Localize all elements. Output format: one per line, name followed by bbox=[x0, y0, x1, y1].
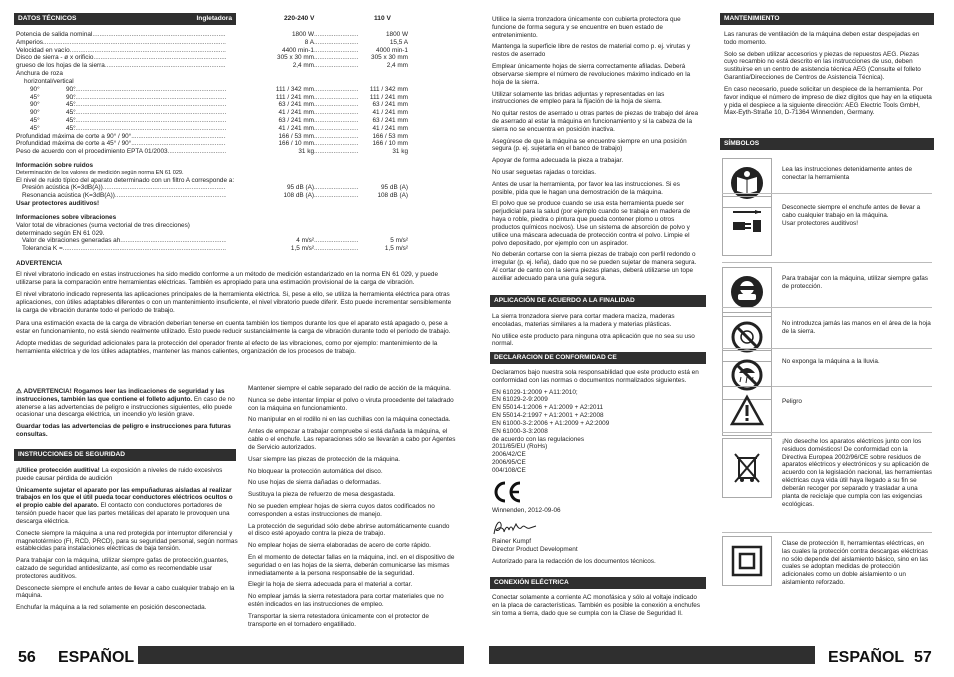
angle-row bbox=[16, 109, 408, 117]
leader-dots bbox=[314, 125, 358, 133]
vibration-row-label: Valor de vibraciones generadas ah bbox=[22, 237, 121, 245]
safety-paragraph: Emplear únicamente hojas de sierra correctamente afiladas. Deberá observarse siempre el número de revoluciones máximo indicado en la hoja de la sierra. bbox=[492, 63, 691, 86]
spec-row-value-110: 1800 W bbox=[385, 31, 408, 38]
angle-a: 90° bbox=[30, 109, 40, 117]
safety-glasses-icon bbox=[722, 267, 772, 317]
advertencia-paragraph: El nivel vibratorio indicado representa las aplicaciones principales de la herramienta eléctrica. Si, pese a ello, se utiliza la herramienta eléctrica para otras aplicaciones, con útiles adaptables diferentes o con un mantenimiento insuficiente, el nivel vibratorio puede diferir. Esto puede incrementar sensiblemente la carga de vibración durante todo el período de trabajo. bbox=[16, 291, 452, 314]
spec-row-value-110: 2,4 mm bbox=[386, 62, 408, 70]
vibration-row bbox=[16, 245, 408, 253]
leader-dots bbox=[314, 184, 358, 192]
leader-dots bbox=[93, 54, 226, 62]
safety-paragraph: Nunca se debe intentar limpiar el polvo o viruta procedente del taladrado con la máquina en funcionamiento. bbox=[248, 396, 454, 412]
angle-value-110: 41 / 241 mm bbox=[372, 109, 408, 117]
noise-protect: Usar protectores auditivos! bbox=[16, 200, 100, 208]
footer-bar-left bbox=[138, 646, 464, 664]
angle-row bbox=[16, 86, 408, 94]
tech-data-header bbox=[14, 13, 236, 25]
symbol-divider bbox=[722, 432, 932, 433]
maintenance-title: MANTENIMIENTO bbox=[724, 14, 780, 22]
standard-item: 2006/42/CE bbox=[492, 451, 526, 459]
depth-row-value-110: 166 / 53 mm bbox=[372, 132, 408, 140]
safety-paragraph: Utilizar solamente las bridas adjuntas y representadas en las instrucciones de empleo para la fijación de la hoja de sierra. bbox=[492, 90, 665, 106]
safety-paragraph bbox=[16, 557, 238, 580]
safety-bold: Únicamente sujetar el aparato por las empuñaduras aisladas al realizar trabajos en los que el útil pueda tocar conductores eléctricos ocultos o el propio cable del aparato. bbox=[16, 486, 233, 510]
maintenance-paragraph: Las ranuras de ventilación de la máquina deben estar despejadas en todo momento. bbox=[724, 31, 920, 46]
conformity-place-date: Winnenden, 2012-09-06 bbox=[492, 506, 561, 514]
safety-paragraph: Apoyar de forma adecuada la pieza a trabajar. bbox=[492, 157, 624, 165]
safety-paragraph: Transportar la sierra retestadora únicamente con el protector de transporte en el tornadero engatillado. bbox=[248, 612, 429, 628]
safety-paragraph: Elegir la hoja de sierra adecuada para el material a cortar. bbox=[248, 581, 413, 589]
symbols-header bbox=[720, 138, 934, 150]
tech-data-title: DATOS TÉCNICOS bbox=[18, 14, 77, 22]
electrical-block bbox=[492, 594, 702, 621]
spec-block bbox=[16, 31, 452, 361]
leader-dots bbox=[105, 62, 226, 70]
vibration-row-label: Tolerancia K = bbox=[22, 245, 63, 253]
leader-dots bbox=[115, 192, 226, 200]
voltage-220: 220-240 V bbox=[284, 15, 315, 22]
symbol-text-unplug: Desconecte siempre el enchufe antes de llevar a cabo cualquier trabajo en la máquina. bbox=[782, 204, 921, 219]
angle-b: 45° bbox=[66, 124, 76, 132]
noise-row-value-220: 95 dB (A) bbox=[287, 184, 314, 192]
noise-row-value-220: 108 dB (A) bbox=[283, 192, 314, 200]
maintenance-header bbox=[720, 13, 934, 25]
leader-dots bbox=[120, 237, 226, 245]
leader-dots bbox=[314, 245, 358, 253]
angle-a: 45° bbox=[30, 93, 40, 101]
conformity-block bbox=[492, 369, 702, 570]
leader-dots bbox=[314, 148, 358, 156]
leader-dots bbox=[314, 39, 358, 47]
safety-paragraph: Mantener siempre el cable separado del radio de acción de la máquina. bbox=[248, 385, 451, 392]
standard-item: de acuerdo con las regulaciones bbox=[492, 435, 585, 443]
angle-row bbox=[16, 101, 408, 109]
leader-dots bbox=[70, 125, 226, 133]
depth-row-value-220: 166 / 10 mm bbox=[278, 140, 314, 148]
application-header bbox=[490, 295, 706, 307]
footer-bar-right bbox=[489, 646, 815, 664]
leader-dots bbox=[314, 140, 358, 148]
depth-row bbox=[16, 148, 408, 156]
angle-b: 90° bbox=[66, 93, 76, 101]
symbol-divider bbox=[722, 532, 932, 533]
angle-value-220: 63 / 241 mm bbox=[278, 101, 314, 109]
angle-a: 45° bbox=[30, 116, 40, 124]
symbol-text-glasses: Para trabajar con la máquina, utilizar siempre gafas de protección. bbox=[782, 275, 928, 290]
safety-paragraph: No bloquear la protección automática del disco. bbox=[248, 467, 383, 475]
safety-paragraph: No emplear hojas de sierra elaboradas de acero de corte rápido. bbox=[248, 542, 431, 550]
angle-value-110: 111 / 342 mm bbox=[369, 85, 408, 93]
signer-name: Rainer Kumpf bbox=[492, 538, 532, 546]
noise-row bbox=[16, 184, 408, 192]
page-number-left: 56 bbox=[18, 649, 36, 667]
safety-paragraph: No emplear jamás la sierra retestadora para cortar materiales que no estén indicados en las instrucciones de empleo. bbox=[248, 593, 444, 609]
leader-dots bbox=[314, 94, 358, 102]
angle-a: 90° bbox=[30, 101, 40, 109]
vibration-row-value-110: 1,5 m/s² bbox=[384, 245, 408, 253]
safety-text: Para trabajar con la máquina, utilizar siempre gafas de protección,guantes, calzado de seguridad antideslizante, así como es recomendable usar protectores auditivos. bbox=[16, 557, 229, 580]
page-number-right: 57 bbox=[914, 649, 932, 667]
standard-item: 004/108/CE bbox=[492, 466, 526, 474]
angle-value-220: 41 / 241 mm bbox=[278, 109, 314, 117]
angle-value-110: 111 / 241 mm bbox=[369, 93, 408, 101]
leader-dots bbox=[314, 31, 358, 39]
symbol-row-unplug bbox=[722, 196, 932, 256]
symbol-text-danger: Peligro bbox=[782, 398, 802, 405]
safety-paragraph bbox=[16, 467, 238, 483]
electrical-text: Conectar solamente a corriente AC monofásica y sólo al voltaje indicado en la placa de características. También es posible la conexión a enchufes sin toma a tierra, dado que se cumpla con la Clase de Seguridad II. bbox=[492, 594, 701, 617]
safety-list-left bbox=[16, 467, 238, 616]
symbol-divider bbox=[722, 193, 932, 194]
voltage-110: 110 V bbox=[374, 15, 391, 22]
standard-item: EN 61000-3-3:2008 bbox=[492, 427, 548, 435]
cut-width-label: Anchura de roza bbox=[16, 70, 63, 78]
warning-bold: ADVERTENCIA! Rogamos leer las indicaciones de seguridad y las instrucciones, también las que contiene el folleto adjunto. bbox=[16, 388, 225, 403]
safety-paragraph: Sustituya la pieza de refuerzo de mesa desgastada. bbox=[248, 491, 396, 499]
symbol-row-glasses bbox=[722, 267, 932, 317]
leader-dots bbox=[314, 86, 358, 94]
angle-b: 45° bbox=[66, 116, 76, 124]
leader-dots bbox=[131, 133, 226, 141]
depth-row-value-110: 166 / 10 mm bbox=[372, 140, 408, 148]
conformity-title: DECLARACION DE CONFORMIDAD CE bbox=[494, 353, 617, 361]
safety-text: Conecte siempre la máquina a una red protegida por interruptor diferencial y magnetotérmico (FI, RCD, PRCD), para su seguridad personal, según normas establecidas para instalaciones eléctricas de baja tensión. bbox=[16, 529, 238, 553]
conformity-intro: Declaramos bajo nuestra sola responsabilidad que este producto está en conformidad con las normas o documentos normalizados siguientes. bbox=[492, 369, 699, 384]
leader-dots bbox=[314, 133, 358, 141]
spec-row-value-220: 8 A bbox=[304, 38, 314, 46]
standard-item: 2011/65/EU (RoHs) bbox=[492, 443, 548, 451]
warning-icon: ⚠ bbox=[16, 388, 22, 395]
vibration-title: Informaciones sobre vibraciones bbox=[16, 213, 117, 221]
vibration-row-value-110: 5 m/s² bbox=[390, 237, 408, 245]
standards-list bbox=[492, 389, 702, 475]
leader-dots bbox=[168, 148, 226, 156]
spec-row bbox=[16, 54, 408, 62]
depth-row-label: Peso de acuerdo con el procedimiento EPTA 01/2003 bbox=[16, 148, 168, 156]
electrical-header bbox=[490, 577, 706, 589]
leader-dots bbox=[131, 140, 226, 148]
standard-item: EN 61000-3-2:2006 + A1:2009 + A2:2009 bbox=[492, 419, 610, 427]
leader-dots bbox=[314, 109, 358, 117]
symbol-divider bbox=[722, 307, 932, 308]
safety-paragraph bbox=[16, 530, 238, 553]
vibration-row-value-220: 1,5 m/s² bbox=[290, 245, 314, 253]
safety-paragraph: No manipular en el rodillo ni en las cuchillas con la máquina conectada. bbox=[248, 416, 451, 424]
maintenance-block bbox=[724, 31, 932, 121]
right-col-1 bbox=[492, 16, 702, 287]
ce-mark-icon bbox=[492, 481, 522, 503]
safety-paragraph: No usar seguetas rajadas o torcidas. bbox=[492, 169, 597, 176]
depth-row-value-220: 166 / 53 mm bbox=[278, 132, 314, 140]
standard-item: EN 55014-2:1997 + A1:2001 + A2:2008 bbox=[492, 412, 604, 420]
page-language-left: ESPAÑOL bbox=[58, 649, 135, 667]
noise-desc: El nivel de ruido típico del aparato determinado con un filtro A corresponde a: bbox=[16, 176, 235, 184]
vibration-desc-2: determinado según EN 61 029. bbox=[16, 229, 105, 237]
angle-b: 45° bbox=[66, 109, 76, 117]
depth-row bbox=[16, 140, 408, 148]
signer-title: Director Product Development bbox=[492, 546, 578, 554]
safety-list-mid bbox=[248, 385, 456, 633]
symbol-text-read-manual: Lea las instrucciones detenidamente antes de conectar la herramienta bbox=[782, 166, 913, 181]
angle-value-110: 63 / 241 mm bbox=[372, 101, 408, 109]
angle-b: 90° bbox=[66, 85, 76, 93]
application-block bbox=[492, 313, 702, 352]
angle-b: 45° bbox=[66, 101, 76, 109]
spec-row-label: Disco de sierra - ø x orificio bbox=[16, 54, 94, 62]
vibration-row-value-220: 4 m/s² bbox=[296, 237, 314, 245]
safety-paragraph: Utilice la sierra tronzadora únicamente con cubierta protectora que funcione de forma segura y se encuentre en buen estado de entretenimiento. bbox=[492, 16, 681, 39]
leader-dots bbox=[43, 39, 226, 47]
angle-value-110: 63 / 241 mm bbox=[372, 116, 408, 124]
leader-dots bbox=[63, 245, 226, 253]
noise-row-label: Resonancia acústica (K=3dB(A)) bbox=[22, 192, 115, 200]
spec-row-value-110: 4000 min-1 bbox=[376, 46, 408, 54]
advertencia-paragraph: El nivel vibratorio indicado en estas instrucciones ha sido medido conforme a un método de medición estandarizado en la norma EN 61 029, y puede utilizarse para la comparación entre herramientas eléctricas. También es apropiado para una estimación provisional de la carga de vibración. bbox=[16, 270, 439, 286]
spec-row bbox=[16, 31, 408, 39]
symbol-text-hearing: Usar protectores auditivos! bbox=[782, 219, 859, 227]
leader-dots bbox=[70, 86, 226, 94]
spec-row-label: Potencia de salida nominal bbox=[16, 31, 93, 38]
application-paragraph: La sierra tronzadora sierve para cortar madera maciza, maderas encoladas, materias similares a la madera y materias plásticas. bbox=[492, 313, 675, 328]
unplug-icon bbox=[722, 196, 772, 256]
leader-dots bbox=[314, 117, 358, 125]
spec-row-label: Velocidad en vacío bbox=[16, 46, 70, 54]
symbol-text-no-rain: No exponga la máquina a la lluvia. bbox=[782, 358, 880, 365]
standard-item: 2006/95/CE bbox=[492, 458, 526, 466]
symbol-text-weee: ¡No deseche los aparatos eléctricos junto con los residuos domésticos! De conformidad con la Directiva Europea 2002/96/CE sobre residuos de aparatos eléctricos y electrónicos y su aplicación de acuerdo con la legislación nacional, las herramientas eléctricas cuya vida útil haya llegado a su fin se deberán recoger por separado y trasladar a una planta de reciclaje que cumpla con las exigencias ecológicas. bbox=[782, 438, 932, 508]
safety-text: Desconecte siempre el enchufe antes de llevar a cabo cualquier trabajo en la máquina. bbox=[16, 584, 235, 600]
leader-dots bbox=[314, 237, 358, 245]
spec-row-label: Amperios bbox=[16, 38, 43, 46]
safety-paragraph: No use hojas de sierra dañadas o deformadas. bbox=[248, 479, 381, 487]
safety-paragraph: En el momento de detectar fallas en la máquina, incl. en el dispositivo de seguridad o en las hojas de la sierra, deberán comunicarse las mismas inmediatamente a la persona responsable de la seguridad. bbox=[248, 554, 455, 577]
safety-paragraph: Antes de usar la herramienta, por favor lea las instrucciones. Si es posible, pida que le hagan una demostración de la máquina. bbox=[492, 180, 680, 196]
spec-row-value-220: 2,4 mm bbox=[292, 62, 314, 70]
safety-paragraph: Asegúrese de que la máquina se encuentre siempre en una posición segura (p. ej. sujetarla en el banco de trabajo) bbox=[492, 137, 687, 153]
symbol-row-weee bbox=[722, 438, 932, 508]
noise-title: Información sobre ruidos bbox=[16, 162, 94, 169]
angle-value-220: 111 / 241 mm bbox=[275, 93, 314, 101]
leader-dots bbox=[314, 101, 358, 109]
standard-item: EN 61029-1:2009 + A11:2010; bbox=[492, 388, 578, 396]
safety-paragraph: El polvo que se produce cuando se usa esta herramienta puede ser perjudicial para la salud (por ejemplo cuando se trabaja en madera de haya o roble, piedra o pintura que pueda contener plomo u otros productos químicos nocivos). Use un sistema de absorción de polvo y utilice una máscara adecuada de protección contra el polvo. Limpie el polvo depositado, por ejemplo con un aspirador. bbox=[492, 200, 691, 247]
leader-dots bbox=[314, 47, 358, 55]
symbols-title: SÍMBOLOS bbox=[724, 139, 760, 147]
leader-dots bbox=[70, 94, 226, 102]
conformity-auth: Autorizado para la redacción de los documentos técnicos. bbox=[492, 558, 656, 565]
safety-paragraph: Usar siempre las piezas de protección de la máquina. bbox=[248, 455, 401, 463]
angle-value-220: 41 / 241 mm bbox=[278, 124, 314, 132]
conformity-header bbox=[490, 352, 706, 364]
safety-bold: ¡Utilice protección auditiva! bbox=[16, 467, 100, 474]
angle-value-220: 63 / 241 mm bbox=[278, 116, 314, 124]
warning-block bbox=[16, 388, 238, 443]
safety-paragraph bbox=[16, 487, 238, 526]
warning-text: En caso de no atenerse a las advertencias de peligro e instrucciones siguientes, ello puede ocasionar una descarga eléctrica, un incendio y/o lesión grave. bbox=[16, 395, 235, 419]
spec-row bbox=[16, 47, 408, 55]
angle-row bbox=[16, 117, 408, 125]
leader-dots bbox=[70, 117, 226, 125]
noise-row-value-110: 95 dB (A) bbox=[381, 184, 408, 192]
safety-paragraph: Antes de empezar a trabajar compruebe si está dañada la máquina, el cable o el enchufe. Las reparaciones sólo se llevarán a cabo por Agentes de Servicio autorizados. bbox=[248, 428, 456, 451]
advertencia-paragraph: Adopte medidas de seguridad adicionales para la protección del operador frente al efecto de las vibraciones, como por ejemplo: mantenimiento de la herramienta eléctrica y de los útiles adaptables, mantener las manos calientes, organización de los procesos de trabajo. bbox=[16, 340, 438, 356]
page-language-right: ESPAÑOL bbox=[828, 649, 905, 667]
angle-row bbox=[16, 125, 408, 133]
safety-paragraph: No quitar restos de aserrado u otras partes de piezas de trabajo del área de aserrado al estar la máquina en funcionamiento y si la cabeza de la sierra no se encuentra en posición inactiva. bbox=[492, 110, 699, 133]
depth-row-value-220: 31 kg bbox=[298, 148, 314, 156]
ce-mark bbox=[492, 481, 702, 503]
safety-text: La exposición a niveles de ruido excesivos puede causar pérdida de audición bbox=[16, 467, 223, 482]
signature bbox=[492, 518, 702, 538]
maintenance-paragraph: En caso necesario, puede solicitar un despiece de la herramienta. Por favor indique el número de impreso de diez dígitos que hay en la etiqueta y pida el despiece a la siguiente dirección: AEG Electric Tools GmbH, Max-Eyth-Straße 10, D-71364 Winnenden, Germany. bbox=[724, 85, 932, 117]
spec-row-value-220: 305 x 30 mm bbox=[277, 54, 314, 62]
safety-paragraph bbox=[16, 585, 238, 601]
symbol-divider bbox=[722, 348, 932, 349]
safety-instructions-header bbox=[14, 449, 236, 461]
danger-icon bbox=[722, 386, 772, 436]
standard-item: EN 55014-1:2006 + A1:2009 + A2:2011 bbox=[492, 404, 604, 412]
application-paragraph: No utilice este producto para ninguna otra aplicación que no sea su uso normal. bbox=[492, 332, 695, 348]
spec-row-value-110: 15,5 A bbox=[389, 38, 408, 46]
symbol-text-no-hands: No introduzca jamás las manos en el área de la hoja de la sierra. bbox=[782, 320, 931, 335]
warning-keep: Guardar todas las advertencias de peligro e instrucciones para futuras consultas. bbox=[16, 423, 231, 439]
leader-dots bbox=[70, 47, 226, 55]
angle-value-110: 41 / 241 mm bbox=[372, 124, 408, 132]
spec-row bbox=[16, 39, 408, 47]
symbol-row-danger bbox=[722, 386, 932, 436]
noise-standard: Determinación de los valores de medición según norma EN 61 029. bbox=[16, 169, 184, 176]
symbol-row-class-ii bbox=[722, 536, 932, 587]
noise-row bbox=[16, 192, 408, 200]
vibration-row bbox=[16, 237, 408, 245]
depth-row-label: Profundidad máxima de corte a 90° / 90° bbox=[16, 132, 132, 140]
signature-icon bbox=[492, 518, 540, 538]
depth-row-value-110: 31 kg bbox=[392, 148, 408, 156]
orientation-label: horizontal/vertical bbox=[24, 77, 74, 85]
safety-paragraph: No se pueden emplear hojas de sierra cuyos datos codificados no corresponden a estas instrucciones de manejo. bbox=[248, 502, 435, 518]
leader-dots bbox=[314, 192, 358, 200]
angle-value-220: 111 / 342 mm bbox=[275, 85, 314, 93]
electrical-title: CONEXIÓN ELÉCTRICA bbox=[494, 578, 569, 586]
vibration-desc-1: Valor total de vibraciones (suma vectorial de tres direcciones) bbox=[16, 221, 190, 229]
spec-row bbox=[16, 62, 408, 70]
angle-a: 45° bbox=[30, 124, 40, 132]
spec-row-value-220: 1800 W bbox=[291, 31, 314, 38]
spec-row-value-110: 305 x 30 mm bbox=[371, 54, 408, 62]
advertencia-paragraph: Para una estimación exacta de la carga de vibración deberían tenerse en cuenta también los tiempos durante los que el aparato está apagado o, pese a estar en funcionamiento, no está siendo realmente utilizado. Esto puede reducir sustancialmente la carga de vibración durante todo el período de trabajo. bbox=[16, 319, 451, 335]
symbol-text-group-unplug bbox=[772, 196, 932, 227]
leader-dots bbox=[103, 184, 226, 192]
maintenance-paragraph: Solo se deben utilizar accesorios y piezas de repuestos AEG. Piezas cuyo recambio no está descrito en las instrucciones de uso, deben sustituirse en un centro de asistencia técnica AEG (Consulte el folleto Garantía/Direcciones de Centros de Asistencia Técnica). bbox=[724, 50, 921, 82]
depth-row-label: Profundidad máxima de corte a 45° / 90° bbox=[16, 140, 132, 148]
leader-dots bbox=[70, 101, 226, 109]
safety-paragraph: La protección de seguridad sólo debe abrirse automáticamente cuando el disco esté apoyado contra la pieza de trabajo. bbox=[248, 522, 450, 538]
symbol-divider bbox=[722, 262, 932, 263]
standard-item: EN 61029-2-9:2009 bbox=[492, 396, 548, 404]
safety-text: Enchufar la máquina a la red solamente en posición desconectada. bbox=[16, 604, 207, 612]
class-ii-icon bbox=[722, 536, 772, 586]
leader-dots bbox=[314, 62, 358, 70]
safety-text: El contacto con conductores portadores de tensión puede hacer que las partes metálicas del aparato le provoquen una descarga eléctrica. bbox=[16, 502, 230, 525]
safety-paragraph bbox=[16, 604, 238, 612]
advertencia-title: ADVERTENCIA bbox=[16, 259, 63, 267]
symbol-text-class-ii: Clase de protección II, herramientas eléctricas, en las cuales la protección contra descargas eléctricas no sólo depende del aislamiento básico, sino en las cuales se adoptan medidas de protección adicionales como un doble aislamiento o un aislamiento reforzado. bbox=[782, 540, 929, 587]
noise-row-value-110: 108 dB (A) bbox=[377, 192, 408, 200]
angle-a: 90° bbox=[30, 85, 40, 93]
noise-row-label: Presión acústica (K=3dB(A)) bbox=[22, 184, 103, 192]
model-name: Ingletadora bbox=[196, 14, 232, 22]
application-title: APLICACIÓN DE ACUERDO A LA FINALIDAD bbox=[494, 296, 635, 304]
leader-dots bbox=[70, 109, 226, 117]
spec-row-value-220: 4400 min-1 bbox=[282, 46, 314, 54]
leader-dots bbox=[314, 54, 358, 62]
weee-bin-icon bbox=[722, 438, 772, 498]
spec-row-label: grueso de los hojas de la sierra bbox=[16, 62, 105, 70]
leader-dots bbox=[92, 31, 226, 39]
safety-instructions-title: INSTRUCCIONES DE SEGURIDAD bbox=[18, 450, 125, 458]
safety-paragraph: No deberán cortarse con la sierra piezas de trabajo con perfil redondo o irregular (p. ej. leña), dado que no se pueden sujetar de manera segura. Al cortar de canto con la sierra piezas planas, deberá utilizarse un tope auxiliar adecuado para una guía segura. bbox=[492, 251, 697, 282]
safety-paragraph: Mantenga la superficie libre de restos de material como p. ej. virutas y restos de aserrado bbox=[492, 43, 691, 59]
